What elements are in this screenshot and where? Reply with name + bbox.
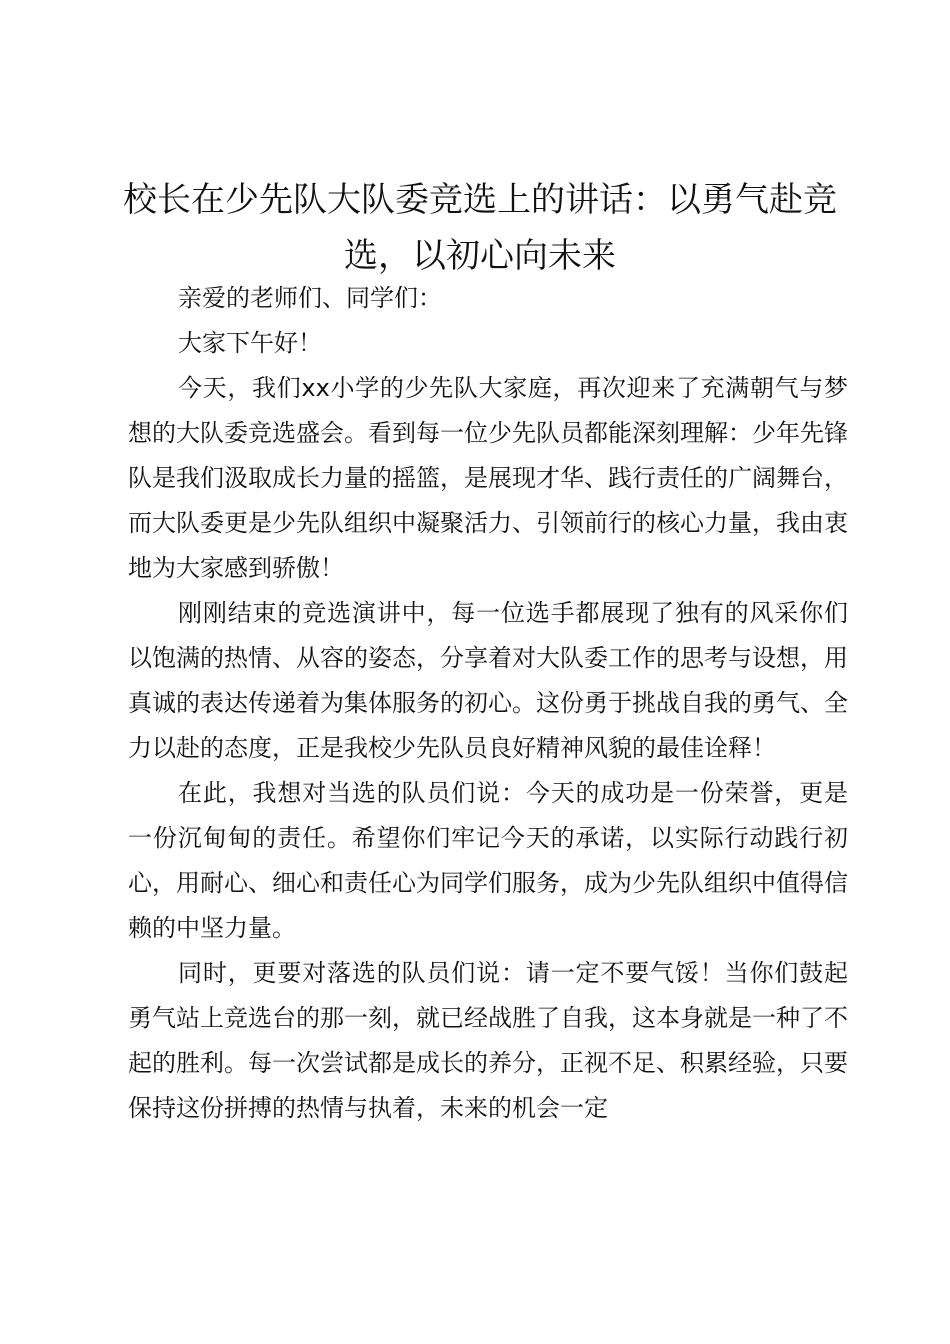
document-title: 校长在少先队大队委竞选上的讲话：以勇气赴竞选，以初心向未来 <box>123 180 837 276</box>
body-paragraph: 今天，我们xx小学的少先队大家庭，再次迎来了充满朝气与梦想的大队委竞选盛会。看到每一位少先队员都能深刻理解：少年先锋队是我们汲取成长力量的摇篮，是展现才华、践行责任的广阔舞台，而大队委更是少先队组织中凝聚活力、引领前行的核心力量，我由衷地为大家感到骄傲！ <box>128 374 848 582</box>
salutation: 亲爱的老师们、同学们： <box>178 284 442 312</box>
greeting: 大家下午好！ <box>178 329 322 357</box>
body-paragraph: 刚刚结束的竞选演讲中，每一位选手都展现了独有的风采你们以饱满的热情、从容的姿态，分享着对大队委工作的思考与设想，用真诚的表达传递着为集体服务的初心。这份勇于挑战自我的勇气、全力以赴的态度，正是我校少先队员良好精神风貌的最佳诠释！ <box>128 599 848 762</box>
document-body <box>128 276 848 1131</box>
body-paragraph: 在此，我想对当选的队员们说：今天的成功是一份荣誉，更是一份沉甸甸的责任。希望你们牢记今天的承诺，以实际行动践行初心，用耐心、细心和责任心为同学们服务，成为少先队组织中值得信赖的中坚力量。 <box>128 779 848 942</box>
body-paragraph: 同时，更要对落选的队员们说：请一定不要气馁！当你们鼓起勇气站上竞选台的那一刻，就已经战胜了自我，这本身就是一种了不起的胜利。每一次尝试都是成长的养分，正视不足、积累经验，只要保持这份拼搏的热情与执着，未来的机会一定 <box>128 959 848 1122</box>
